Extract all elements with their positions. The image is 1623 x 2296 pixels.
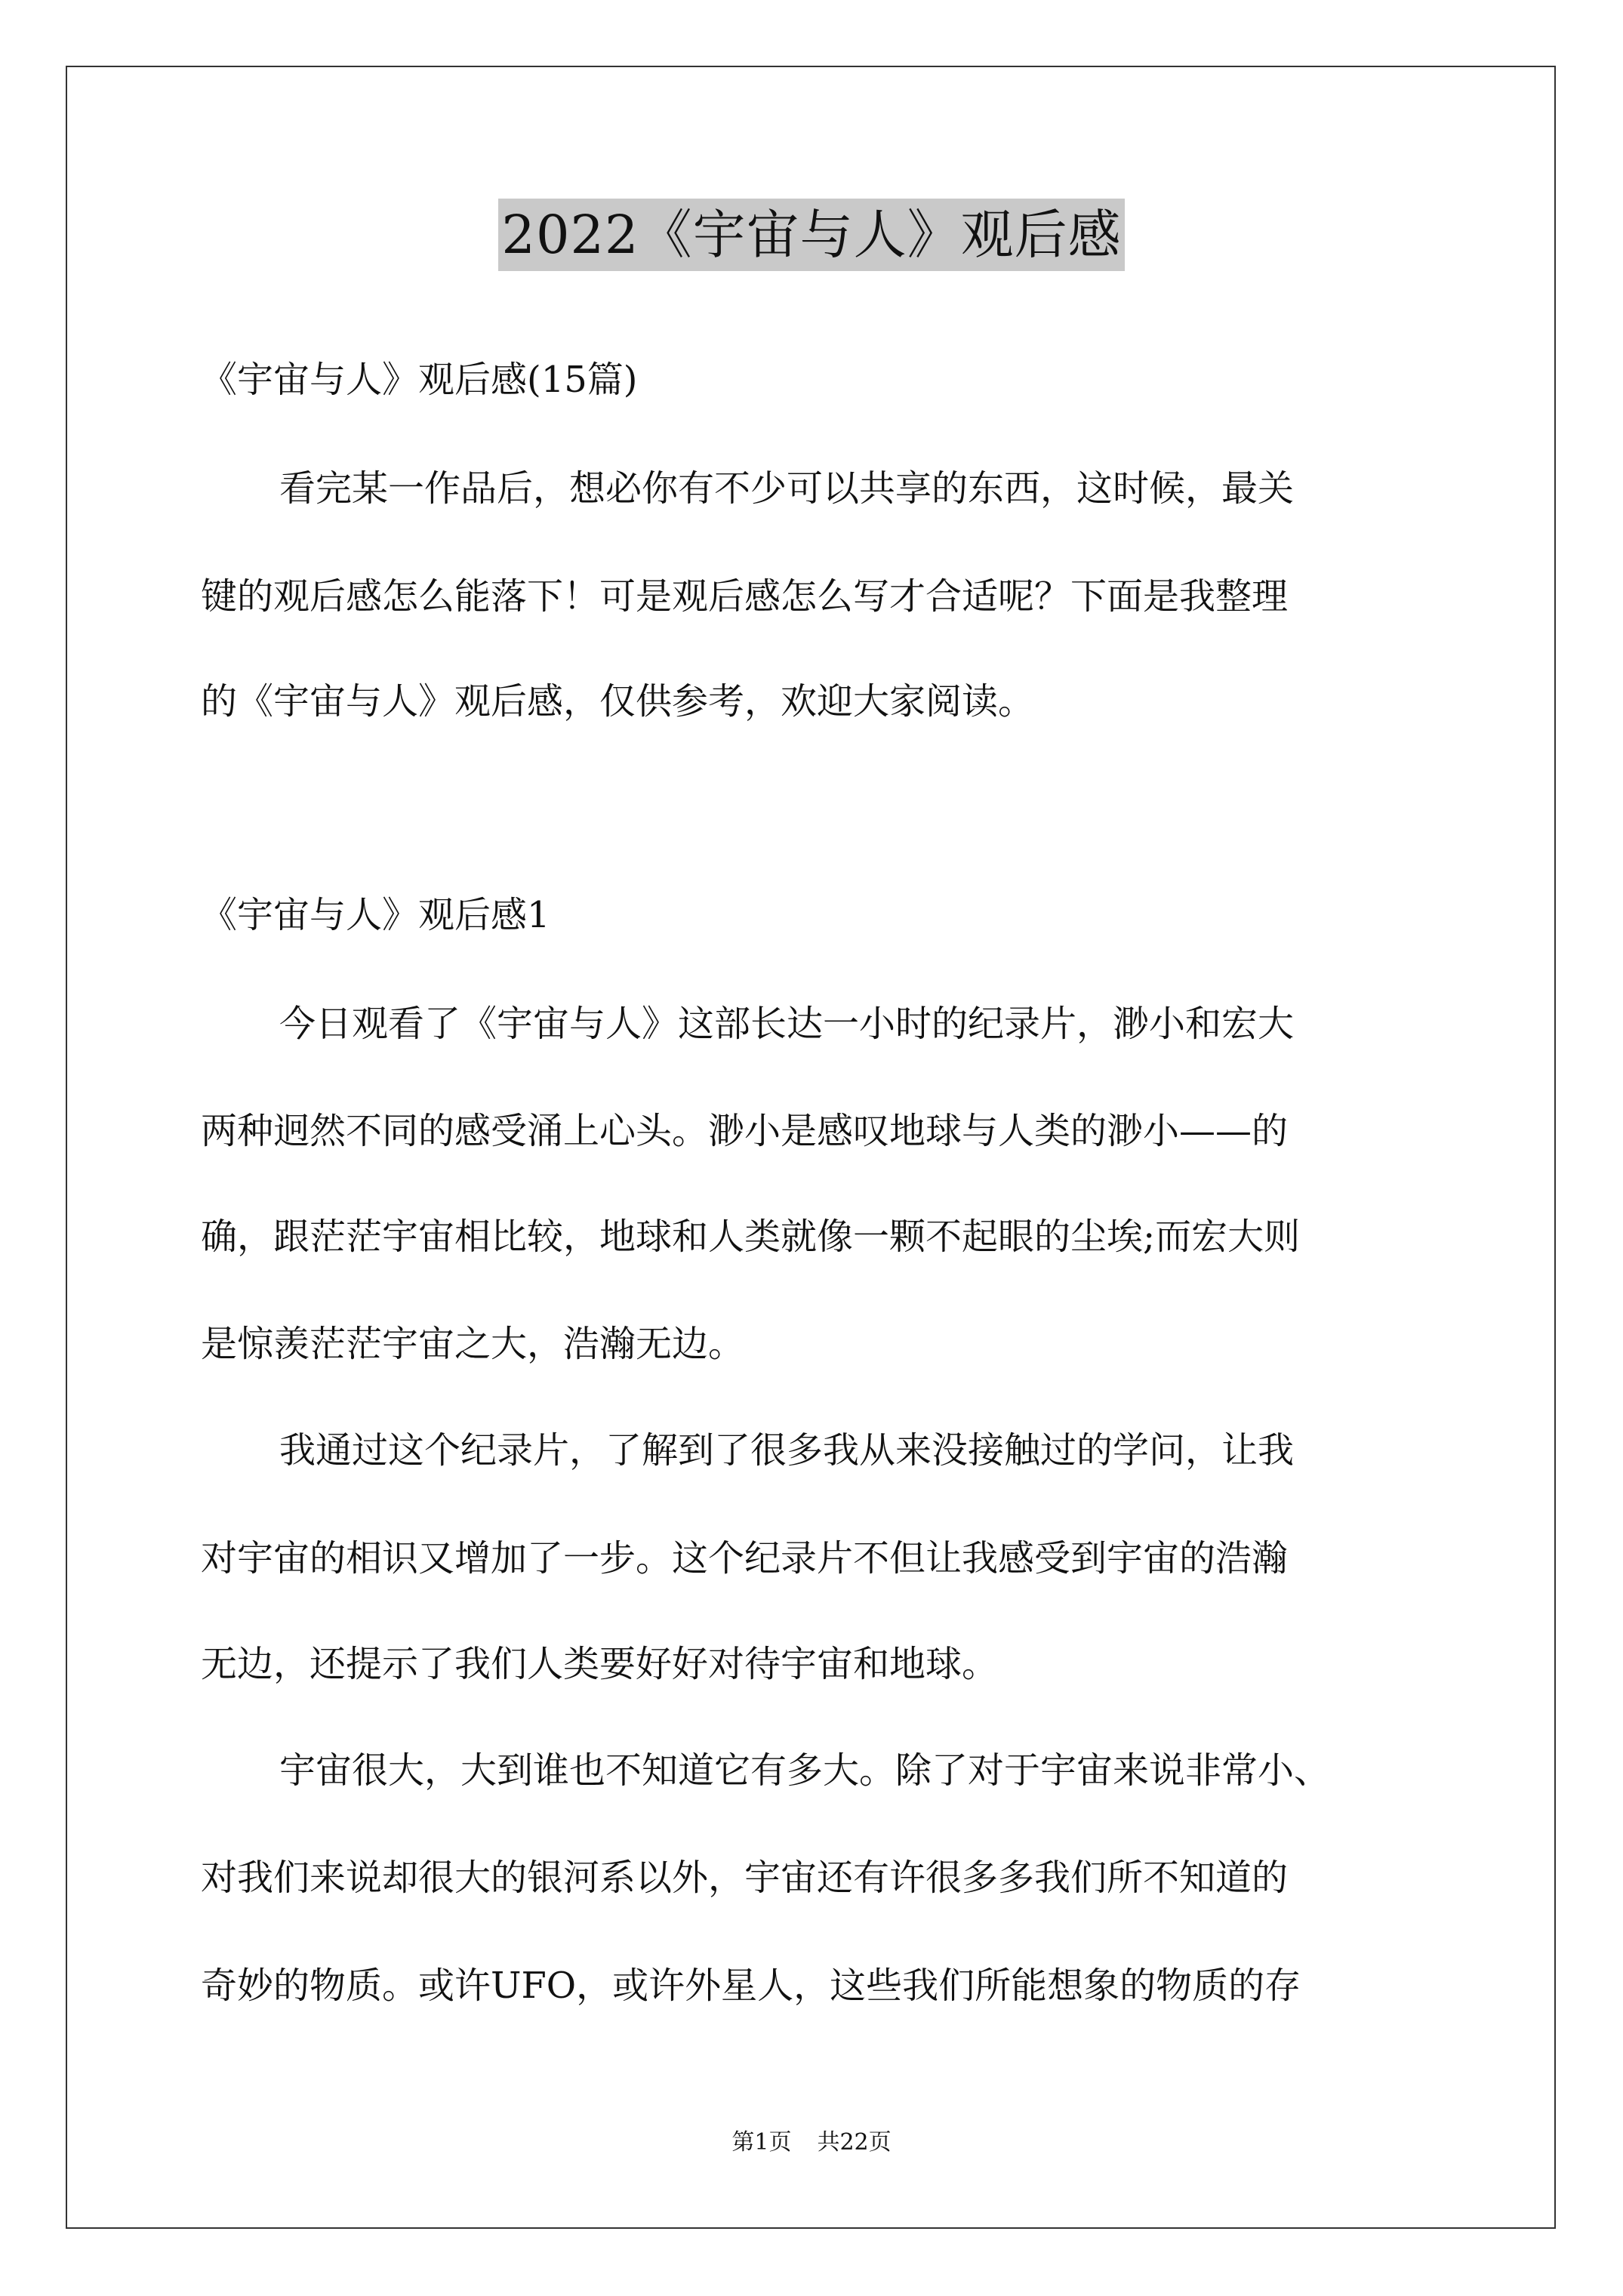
- page-footer: [0, 2128, 1623, 2158]
- para3-line-3: 奇妙的物质。或许UFO，或许外星人，这些我们所能想象的物质的存: [201, 1965, 1301, 2007]
- intro-line-1: 看完某一作品后，想必你有不少可以共享的东西，这时候，最关: [279, 467, 1295, 510]
- para1-line-4: 是惊羡茫茫宇宙之大，浩瀚无边。: [201, 1323, 745, 1365]
- para2-line-1: 我通过这个纪录片，了解到了很多我从来没接触过的学问，让我: [279, 1429, 1295, 1472]
- document-title: 2022《宇宙与人》观后感: [498, 199, 1124, 271]
- intro-line-3: 的《宇宙与人》观后感，仅供参考，欢迎大家阅读。: [201, 680, 1035, 723]
- para1-line-3: 确，跟茫茫宇宙相比较，地球和人类就像一颗不起眼的尘埃;而宏大则: [201, 1216, 1301, 1258]
- title-container: [0, 199, 1623, 271]
- para3-line-1: 宇宙很大，大到谁也不知道它有多大。除了对于宇宙来说非常小、: [279, 1749, 1331, 1792]
- para3-line-2: 对我们来说却很大的银河系以外，宇宙还有许很多多我们所不知道的: [201, 1857, 1289, 1899]
- para2-line-3: 无边，还提示了我们人类要好好对待宇宙和地球。: [201, 1643, 999, 1685]
- page-total: 共22页: [817, 2129, 892, 2156]
- section-heading: 《宇宙与人》观后感1: [201, 894, 550, 936]
- para1-line-2: 两种迥然不同的感受涌上心头。渺小是感叹地球与人类的渺小——的: [201, 1110, 1289, 1152]
- page-number: 第1页: [731, 2129, 792, 2156]
- intro-line-2: 键的观后感怎么能落下！可是观后感怎么写才合适呢？下面是我整理: [201, 575, 1289, 618]
- para2-line-2: 对宇宙的相识又增加了一步。这个纪录片不但让我感受到宇宙的浩瀚: [201, 1537, 1289, 1579]
- para1-line-1: 今日观看了《宇宙与人》这部长达一小时的纪录片，渺小和宏大: [279, 1003, 1295, 1045]
- document-subtitle: 《宇宙与人》观后感(15篇): [201, 359, 638, 401]
